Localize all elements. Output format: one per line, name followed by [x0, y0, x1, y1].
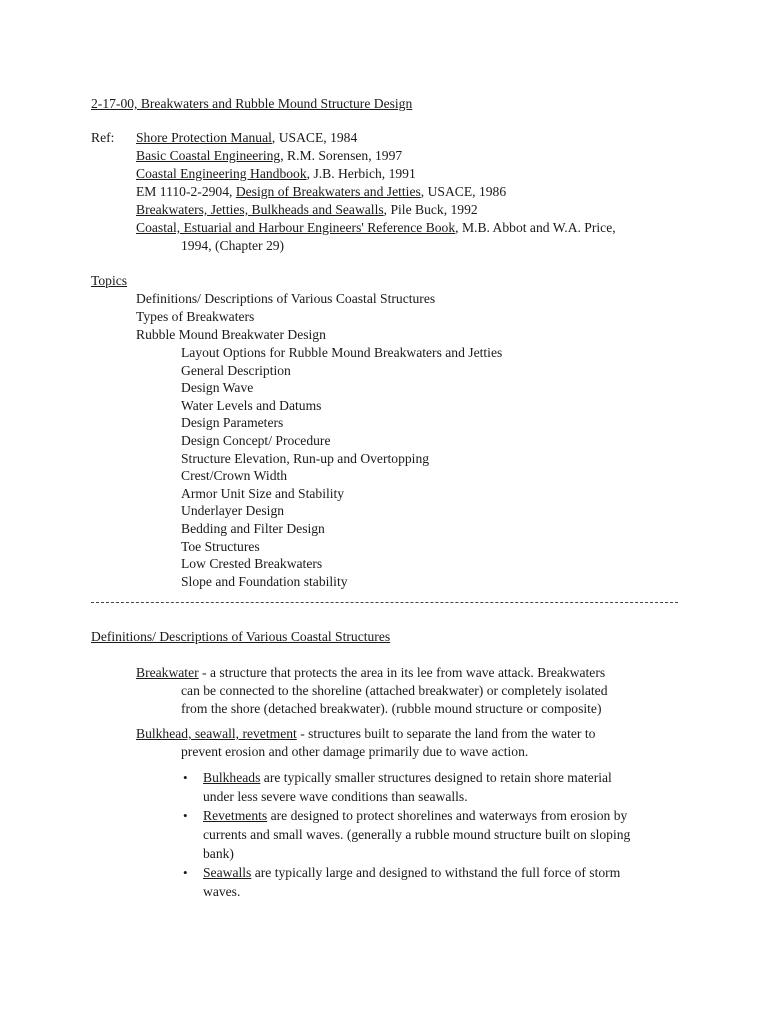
subtopic-item: Water Levels and Datums	[181, 397, 322, 413]
subtopic-item: Underlayer Design	[181, 503, 285, 519]
bullet-line: waves.	[203, 884, 241, 899]
definition-bulkhead: Bulkhead, seawall, revetment - structures built to separate the land from the water to	[136, 726, 596, 741]
bullet-icon: •	[183, 865, 188, 880]
subtopic-item: Design Wave	[181, 380, 254, 396]
subtopic-item: General Description	[181, 362, 291, 378]
subtopic-item: Toe Structures	[181, 538, 260, 554]
ref-item: EM 1110-2-2904, Design of Breakwaters and Jetties, USACE, 1986	[136, 184, 507, 199]
bullet-icon: •	[183, 770, 188, 785]
subtopic-item: Crest/Crown Width	[181, 468, 288, 484]
bullet-item-revetments: Revetments are designed to protect shorelines and waterways from erosion by	[203, 808, 628, 823]
document-title: 2-17-00, Breakwaters and Rubble Mound Structure Design	[91, 96, 413, 111]
topics-heading: Topics	[91, 273, 128, 288]
ref-item: Coastal, Estuarial and Harbour Engineers' Reference Book, M.B. Abbot and W.A. Price,	[136, 220, 616, 235]
definition-line: from the shore (detached breakwater). (rubble mound structure or composite)	[181, 701, 602, 716]
subtopic-item: Bedding and Filter Design	[181, 521, 325, 536]
subtopic-item: Structure Elevation, Run-up and Overtopping	[181, 450, 430, 466]
bullet-item-seawalls: Seawalls are typically large and designed to withstand the full force of storm	[203, 865, 621, 880]
definition-line: can be connected to the shoreline (attached breakwater) or completely isolated	[181, 683, 608, 698]
bullet-line: currents and small waves. (generally a rubble mound structure built on sloping	[203, 827, 631, 842]
topic-item: Rubble Mound Breakwater Design	[136, 327, 326, 342]
ref-item: Breakwaters, Jetties, Bulkheads and Seawalls, Pile Buck, 1992	[136, 202, 478, 217]
bullet-line: bank)	[203, 846, 234, 861]
bullet-icon: •	[183, 808, 188, 823]
bullet-line: under less severe wave conditions than seawalls.	[203, 789, 468, 804]
ref-item: Basic Coastal Engineering, R.M. Sorensen, 1997	[136, 148, 403, 163]
topic-item: Types of Breakwaters	[136, 309, 255, 324]
ref-item: Coastal Engineering Handbook, J.B. Herbich, 1991	[136, 166, 416, 181]
definition-breakwater: Breakwater - a structure that protects the area in its lee from wave attack. Breakwaters	[136, 665, 606, 680]
ref-item-continuation: 1994, (Chapter 29)	[181, 238, 285, 253]
bullet-item-bulkheads: Bulkheads are typically smaller structures designed to retain shore material	[203, 770, 612, 785]
subtopic-item: Armor Unit Size and Stability	[181, 485, 345, 501]
section-heading: Definitions/ Descriptions of Various Coastal Structures	[91, 629, 391, 644]
dashed-separator	[91, 602, 678, 603]
subtopic-item: Low Crested Breakwaters	[181, 556, 323, 572]
definition-line: prevent erosion and other damage primarily due to wave action.	[181, 744, 529, 759]
subtopic-item: Layout Options for Rubble Mound Breakwaters and Jetties	[181, 345, 503, 360]
subtopic-item: Design Parameters	[181, 415, 284, 431]
ref-item: Shore Protection Manual, USACE, 1984	[136, 130, 358, 145]
subtopic-item: Design Concept/ Procedure	[181, 433, 331, 448]
subtopic-item: Slope and Foundation stability	[181, 573, 348, 589]
topic-item: Definitions/ Descriptions of Various Coastal Structures	[136, 291, 436, 306]
ref-label: Ref:	[91, 130, 115, 145]
